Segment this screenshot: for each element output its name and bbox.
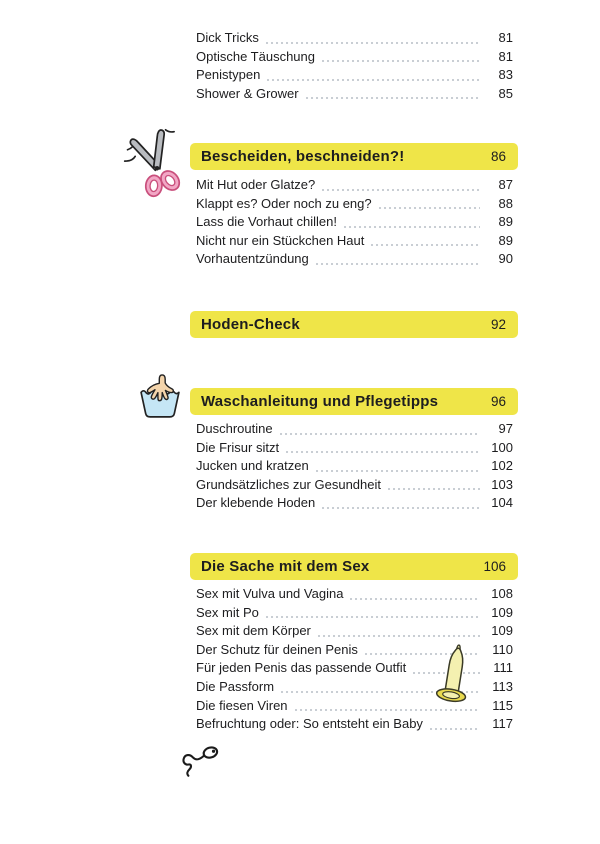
- dotted-leader: [388, 476, 480, 495]
- toc-entry-label: Lass die Vorhaut chillen!: [196, 214, 337, 230]
- toc-entry-label: Sex mit dem Körper: [196, 623, 311, 639]
- toc-entry-page: 83: [498, 67, 513, 83]
- toc-group-intro: [190, 29, 518, 103]
- toc-entry-page: 88: [498, 195, 513, 211]
- dotted-leader: [344, 213, 480, 232]
- toc-entry: [190, 439, 518, 458]
- section-header-hoden-check: [190, 311, 518, 338]
- condom-icon: [432, 643, 470, 705]
- toc-entry: [190, 585, 518, 604]
- toc-entry-page: 89: [498, 214, 513, 230]
- toc-entry: [190, 48, 518, 67]
- toc-entry-page: 113: [492, 678, 513, 694]
- toc-entry-label: Grundsätzliches zur Gesundheit: [196, 476, 381, 492]
- dotted-leader: [322, 176, 480, 195]
- sperm-icon: [177, 744, 221, 782]
- toc-entry-label: Sex mit Po: [196, 604, 259, 620]
- toc-entry-page: 104: [491, 495, 513, 511]
- dotted-leader: [430, 715, 480, 734]
- section-header-bescheiden: [190, 143, 518, 170]
- toc-entry-page: 109: [491, 604, 513, 620]
- toc-entry-page: 89: [498, 232, 513, 248]
- toc-entry-label: Der Schutz für deinen Penis: [196, 641, 358, 657]
- section-title: Waschanleitung und Pflegetipps: [201, 393, 439, 410]
- section-header-waschanleitung: [190, 388, 518, 415]
- toc-entry-page: 108: [491, 586, 513, 601]
- toc-entry-label: Duschroutine: [196, 421, 273, 436]
- toc-entry-label: Shower & Grower: [196, 85, 299, 101]
- toc-entry-label: Mit Hut oder Glatze?: [196, 177, 316, 192]
- section-page: 92: [490, 317, 506, 332]
- section-page: 96: [490, 394, 506, 409]
- toc-entry: [190, 66, 518, 85]
- dotted-leader: [267, 66, 480, 85]
- toc-entry-page: 100: [491, 439, 513, 455]
- toc-entry-label: Nicht nur ein Stückchen Haut: [196, 232, 365, 248]
- toc-entry: [190, 494, 518, 513]
- toc-group-waschanleitung: [190, 420, 518, 513]
- toc-entry-label: Vorhautentzündung: [196, 251, 309, 267]
- scissors-icon: [119, 126, 195, 202]
- toc-entry-label: Befruchtung oder: So entsteht ein Baby: [196, 716, 423, 732]
- dotted-leader: [286, 439, 480, 458]
- dotted-leader: [371, 232, 480, 251]
- dotted-leader: [322, 494, 480, 513]
- toc-entry-page: 85: [498, 85, 513, 101]
- toc-entry: [190, 29, 518, 48]
- toc-entry: [190, 420, 518, 439]
- handwash-icon: [139, 373, 181, 423]
- toc-entry-page: 110: [492, 641, 513, 657]
- toc-entry-label: Die Passform: [196, 678, 275, 694]
- dotted-leader: [280, 420, 480, 439]
- toc-entry: [190, 715, 518, 734]
- section-title: Die Sache mit dem Sex: [201, 558, 370, 575]
- toc-entry-page: 102: [491, 458, 513, 474]
- toc-entry: [190, 85, 518, 104]
- toc-entry: [190, 457, 518, 476]
- toc-entry: [190, 176, 518, 195]
- dotted-leader: [266, 29, 480, 48]
- toc-entry-label: Optische Täuschung: [196, 48, 315, 64]
- section-title: Bescheiden, beschneiden?!: [201, 148, 405, 165]
- toc-entry: [190, 213, 518, 232]
- toc-entry-label: Die Frisur sitzt: [196, 439, 280, 455]
- dotted-leader: [322, 48, 480, 67]
- toc-entry-page: 115: [492, 697, 513, 713]
- toc-entry-page: 117: [492, 716, 513, 732]
- toc-entry-label: Penistypen: [196, 67, 261, 83]
- toc-entry: [190, 476, 518, 495]
- toc-entry: [190, 604, 518, 623]
- toc-entry-page: 103: [491, 476, 513, 492]
- toc-entry-page: 111: [493, 660, 513, 676]
- toc-entry-page: 90: [498, 251, 513, 267]
- toc-entry-page: 81: [498, 48, 513, 64]
- toc-entry: [190, 232, 518, 251]
- section-page: 86: [490, 149, 506, 164]
- section-page: 106: [483, 559, 506, 574]
- toc-entry-label: Für jeden Penis das passende Outfit: [196, 660, 407, 676]
- toc-entry-label: Die fiesen Viren: [196, 697, 288, 713]
- toc-entry-label: Klappt es? Oder noch zu eng?: [196, 195, 372, 211]
- toc-entry: [190, 250, 518, 269]
- toc-entry: [190, 195, 518, 214]
- toc-entry-label: Jucken und kratzen: [196, 458, 309, 474]
- dotted-leader: [316, 457, 480, 476]
- toc-entry: [190, 622, 518, 641]
- dotted-leader: [350, 585, 480, 604]
- toc-entry-label: Sex mit Vulva und Vagina: [196, 586, 344, 601]
- toc-entry-label: Dick Tricks: [196, 30, 259, 45]
- dotted-leader: [306, 85, 480, 104]
- dotted-leader: [379, 195, 480, 214]
- toc-entry-page: 87: [498, 177, 513, 192]
- section-title: Hoden-Check: [201, 316, 300, 333]
- dotted-leader: [316, 250, 480, 269]
- toc-entry-page: 109: [491, 623, 513, 639]
- toc-entry-label: Der klebende Hoden: [196, 495, 316, 511]
- toc-group-bescheiden: [190, 176, 518, 269]
- toc-entry-page: 81: [498, 30, 513, 45]
- dotted-leader: [318, 622, 480, 641]
- dotted-leader: [266, 604, 480, 623]
- section-header-sex: [190, 553, 518, 580]
- toc-entry-page: 97: [498, 421, 513, 436]
